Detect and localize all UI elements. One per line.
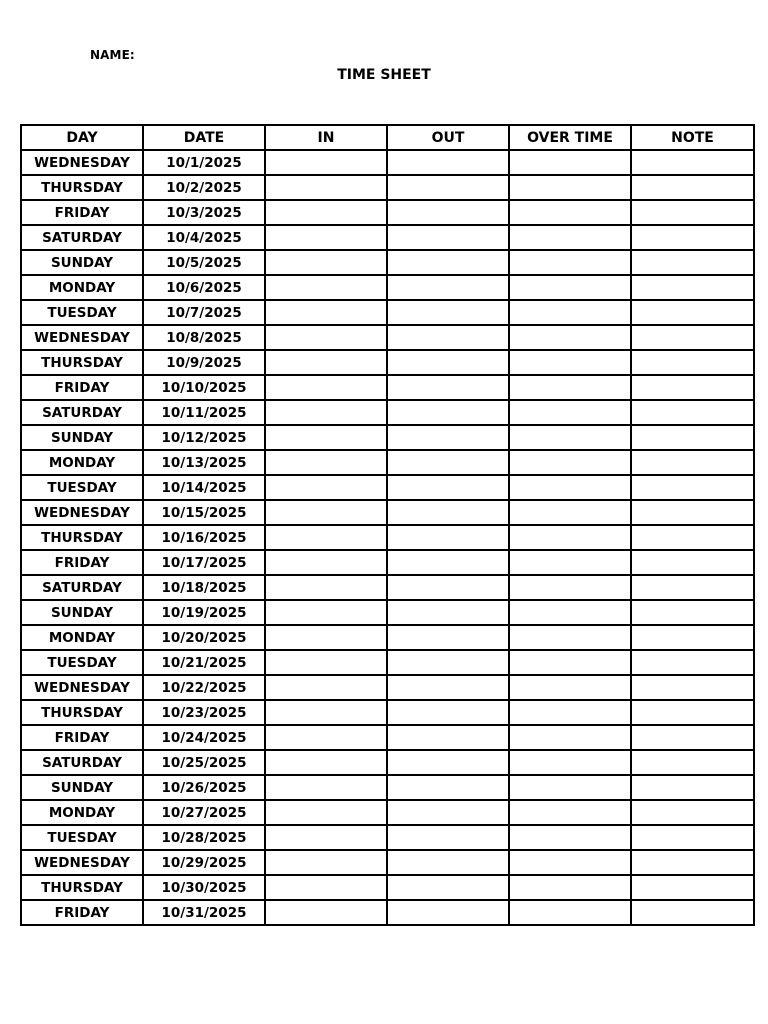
date-cell: 10/1/2025	[143, 150, 265, 175]
table-row	[21, 400, 754, 425]
day-cell: SATURDAY	[21, 225, 143, 250]
time-in-cell[interactable]	[265, 325, 387, 350]
overtime-cell[interactable]	[509, 675, 631, 700]
time-out-cell[interactable]	[387, 650, 509, 675]
note-cell[interactable]	[631, 350, 754, 375]
date-cell: 10/18/2025	[143, 575, 265, 600]
time-out-cell[interactable]	[387, 450, 509, 475]
time-out-cell[interactable]	[387, 875, 509, 900]
day-cell: WEDNESDAY	[21, 850, 143, 875]
overtime-cell[interactable]	[509, 250, 631, 275]
time-in-cell[interactable]	[265, 875, 387, 900]
note-cell[interactable]	[631, 150, 754, 175]
table-row	[21, 900, 754, 925]
note-cell[interactable]	[631, 525, 754, 550]
note-cell[interactable]	[631, 800, 754, 825]
day-cell: THURSDAY	[21, 875, 143, 900]
note-cell[interactable]	[631, 250, 754, 275]
time-out-cell[interactable]	[387, 475, 509, 500]
table-row	[21, 625, 754, 650]
time-out-cell[interactable]	[387, 775, 509, 800]
day-cell: FRIDAY	[21, 550, 143, 575]
time-out-cell[interactable]	[387, 700, 509, 725]
date-cell: 10/29/2025	[143, 850, 265, 875]
table-row	[21, 375, 754, 400]
date-cell: 10/26/2025	[143, 775, 265, 800]
note-cell[interactable]	[631, 675, 754, 700]
date-cell: 10/23/2025	[143, 700, 265, 725]
day-cell: WEDNESDAY	[21, 325, 143, 350]
time-out-cell[interactable]	[387, 850, 509, 875]
column-header-day: DAY	[21, 125, 143, 150]
note-cell[interactable]	[631, 475, 754, 500]
note-cell[interactable]	[631, 875, 754, 900]
note-cell[interactable]	[631, 550, 754, 575]
overtime-cell[interactable]	[509, 525, 631, 550]
table-row	[21, 500, 754, 525]
date-cell: 10/9/2025	[143, 350, 265, 375]
table-row	[21, 550, 754, 575]
table-row	[21, 650, 754, 675]
table-row	[21, 200, 754, 225]
table-row	[21, 350, 754, 375]
time-out-cell[interactable]	[387, 500, 509, 525]
time-in-cell[interactable]	[265, 400, 387, 425]
time-in-cell[interactable]	[265, 475, 387, 500]
table-row	[21, 175, 754, 200]
table-row	[21, 425, 754, 450]
time-in-cell[interactable]	[265, 900, 387, 925]
overtime-cell[interactable]	[509, 625, 631, 650]
day-cell: SUNDAY	[21, 425, 143, 450]
date-cell: 10/20/2025	[143, 625, 265, 650]
time-out-cell[interactable]	[387, 175, 509, 200]
day-cell: THURSDAY	[21, 700, 143, 725]
overtime-cell[interactable]	[509, 200, 631, 225]
page-title: TIME SHEET	[337, 67, 431, 83]
time-in-cell[interactable]	[265, 550, 387, 575]
overtime-cell[interactable]	[509, 775, 631, 800]
table-row	[21, 850, 754, 875]
table-row	[21, 325, 754, 350]
name-label: NAME:	[90, 48, 135, 62]
date-cell: 10/11/2025	[143, 400, 265, 425]
day-cell: MONDAY	[21, 800, 143, 825]
time-out-cell[interactable]	[387, 800, 509, 825]
time-out-cell[interactable]	[387, 825, 509, 850]
column-header-date: DATE	[143, 125, 265, 150]
day-cell: TUESDAY	[21, 300, 143, 325]
note-cell[interactable]	[631, 750, 754, 775]
day-cell: MONDAY	[21, 625, 143, 650]
day-cell: WEDNESDAY	[21, 675, 143, 700]
column-header-in: IN	[265, 125, 387, 150]
time-out-cell[interactable]	[387, 325, 509, 350]
note-cell[interactable]	[631, 325, 754, 350]
time-in-cell[interactable]	[265, 775, 387, 800]
time-out-cell[interactable]	[387, 200, 509, 225]
note-cell[interactable]	[631, 900, 754, 925]
note-cell[interactable]	[631, 400, 754, 425]
day-cell: THURSDAY	[21, 350, 143, 375]
overtime-cell[interactable]	[509, 600, 631, 625]
overtime-cell[interactable]	[509, 500, 631, 525]
note-cell[interactable]	[631, 650, 754, 675]
overtime-cell[interactable]	[509, 875, 631, 900]
day-cell: TUESDAY	[21, 475, 143, 500]
overtime-cell[interactable]	[509, 475, 631, 500]
table-row	[21, 450, 754, 475]
table-row	[21, 800, 754, 825]
day-cell: THURSDAY	[21, 175, 143, 200]
time-in-cell[interactable]	[265, 625, 387, 650]
time-in-cell[interactable]	[265, 800, 387, 825]
note-cell[interactable]	[631, 225, 754, 250]
time-out-cell[interactable]	[387, 725, 509, 750]
overtime-cell[interactable]	[509, 750, 631, 775]
time-sheet-table	[20, 124, 755, 926]
date-cell: 10/14/2025	[143, 475, 265, 500]
table-row	[21, 875, 754, 900]
day-cell: SATURDAY	[21, 575, 143, 600]
table-row	[21, 600, 754, 625]
date-cell: 10/21/2025	[143, 650, 265, 675]
time-in-cell[interactable]	[265, 300, 387, 325]
date-cell: 10/8/2025	[143, 325, 265, 350]
day-cell: WEDNESDAY	[21, 500, 143, 525]
time-in-cell[interactable]	[265, 425, 387, 450]
note-cell[interactable]	[631, 850, 754, 875]
date-cell: 10/28/2025	[143, 825, 265, 850]
time-in-cell[interactable]	[265, 650, 387, 675]
day-cell: SUNDAY	[21, 775, 143, 800]
day-cell: SATURDAY	[21, 750, 143, 775]
time-out-cell[interactable]	[387, 750, 509, 775]
day-cell: MONDAY	[21, 275, 143, 300]
overtime-cell[interactable]	[509, 425, 631, 450]
day-cell: WEDNESDAY	[21, 150, 143, 175]
note-cell[interactable]	[631, 825, 754, 850]
table-row	[21, 150, 754, 175]
time-in-cell[interactable]	[265, 850, 387, 875]
time-in-cell[interactable]	[265, 750, 387, 775]
overtime-cell[interactable]	[509, 450, 631, 475]
column-header-note: NOTE	[631, 125, 754, 150]
day-cell: SATURDAY	[21, 400, 143, 425]
date-cell: 10/24/2025	[143, 725, 265, 750]
time-in-cell[interactable]	[265, 150, 387, 175]
time-out-cell[interactable]	[387, 300, 509, 325]
date-cell: 10/19/2025	[143, 600, 265, 625]
day-cell: MONDAY	[21, 450, 143, 475]
note-cell[interactable]	[631, 575, 754, 600]
note-cell[interactable]	[631, 175, 754, 200]
date-cell: 10/2/2025	[143, 175, 265, 200]
overtime-cell[interactable]	[509, 175, 631, 200]
time-out-cell[interactable]	[387, 350, 509, 375]
note-cell[interactable]	[631, 300, 754, 325]
time-in-cell[interactable]	[265, 275, 387, 300]
table-row	[21, 750, 754, 775]
note-cell[interactable]	[631, 275, 754, 300]
overtime-cell[interactable]	[509, 550, 631, 575]
day-cell: FRIDAY	[21, 900, 143, 925]
date-cell: 10/31/2025	[143, 900, 265, 925]
time-in-cell[interactable]	[265, 450, 387, 475]
time-in-cell[interactable]	[265, 600, 387, 625]
time-out-cell[interactable]	[387, 525, 509, 550]
table-row	[21, 725, 754, 750]
overtime-cell[interactable]	[509, 275, 631, 300]
date-cell: 10/10/2025	[143, 375, 265, 400]
overtime-cell[interactable]	[509, 800, 631, 825]
time-out-cell[interactable]	[387, 250, 509, 275]
time-in-cell[interactable]	[265, 700, 387, 725]
note-cell[interactable]	[631, 450, 754, 475]
date-cell: 10/30/2025	[143, 875, 265, 900]
table-row	[21, 250, 754, 275]
time-out-cell[interactable]	[387, 575, 509, 600]
note-cell[interactable]	[631, 375, 754, 400]
time-out-cell[interactable]	[387, 375, 509, 400]
time-in-cell[interactable]	[265, 500, 387, 525]
time-in-cell[interactable]	[265, 200, 387, 225]
table-row	[21, 575, 754, 600]
day-cell: FRIDAY	[21, 200, 143, 225]
date-cell: 10/25/2025	[143, 750, 265, 775]
note-cell[interactable]	[631, 500, 754, 525]
table-row	[21, 775, 754, 800]
time-in-cell[interactable]	[265, 350, 387, 375]
overtime-cell[interactable]	[509, 375, 631, 400]
overtime-cell[interactable]	[509, 575, 631, 600]
day-cell: FRIDAY	[21, 725, 143, 750]
date-cell: 10/16/2025	[143, 525, 265, 550]
date-cell: 10/22/2025	[143, 675, 265, 700]
overtime-cell[interactable]	[509, 850, 631, 875]
day-cell: SUNDAY	[21, 250, 143, 275]
time-out-cell[interactable]	[387, 625, 509, 650]
time-in-cell[interactable]	[265, 525, 387, 550]
table-row	[21, 275, 754, 300]
date-cell: 10/4/2025	[143, 225, 265, 250]
column-header-overtime: OVER TIME	[509, 125, 631, 150]
time-out-cell[interactable]	[387, 400, 509, 425]
date-cell: 10/5/2025	[143, 250, 265, 275]
table-row	[21, 675, 754, 700]
table-row	[21, 300, 754, 325]
time-in-cell[interactable]	[265, 575, 387, 600]
overtime-cell[interactable]	[509, 650, 631, 675]
time-in-cell[interactable]	[265, 375, 387, 400]
time-in-cell[interactable]	[265, 175, 387, 200]
date-cell: 10/13/2025	[143, 450, 265, 475]
table-row	[21, 700, 754, 725]
note-cell[interactable]	[631, 775, 754, 800]
date-cell: 10/6/2025	[143, 275, 265, 300]
note-cell[interactable]	[631, 425, 754, 450]
date-cell: 10/15/2025	[143, 500, 265, 525]
column-header-out: OUT	[387, 125, 509, 150]
date-cell: 10/17/2025	[143, 550, 265, 575]
overtime-cell[interactable]	[509, 300, 631, 325]
date-cell: 10/3/2025	[143, 200, 265, 225]
time-in-cell[interactable]	[265, 725, 387, 750]
time-out-cell[interactable]	[387, 150, 509, 175]
time-in-cell[interactable]	[265, 250, 387, 275]
note-cell[interactable]	[631, 625, 754, 650]
overtime-cell[interactable]	[509, 900, 631, 925]
overtime-cell[interactable]	[509, 700, 631, 725]
time-out-cell[interactable]	[387, 225, 509, 250]
note-cell[interactable]	[631, 200, 754, 225]
day-cell: FRIDAY	[21, 375, 143, 400]
overtime-cell[interactable]	[509, 325, 631, 350]
note-cell[interactable]	[631, 700, 754, 725]
time-in-cell[interactable]	[265, 825, 387, 850]
time-out-cell[interactable]	[387, 900, 509, 925]
day-cell: TUESDAY	[21, 825, 143, 850]
table-row	[21, 475, 754, 500]
time-out-cell[interactable]	[387, 600, 509, 625]
table-row	[21, 225, 754, 250]
time-out-cell[interactable]	[387, 675, 509, 700]
day-cell: TUESDAY	[21, 650, 143, 675]
table-row	[21, 825, 754, 850]
day-cell: SUNDAY	[21, 600, 143, 625]
table-row	[21, 525, 754, 550]
note-cell[interactable]	[631, 600, 754, 625]
date-cell: 10/12/2025	[143, 425, 265, 450]
date-cell: 10/7/2025	[143, 300, 265, 325]
time-in-cell[interactable]	[265, 225, 387, 250]
overtime-cell[interactable]	[509, 350, 631, 375]
time-out-cell[interactable]	[387, 550, 509, 575]
table-header-row	[21, 125, 754, 150]
time-out-cell[interactable]	[387, 425, 509, 450]
day-cell: THURSDAY	[21, 525, 143, 550]
time-out-cell[interactable]	[387, 275, 509, 300]
overtime-cell[interactable]	[509, 825, 631, 850]
overtime-cell[interactable]	[509, 400, 631, 425]
overtime-cell[interactable]	[509, 150, 631, 175]
date-cell: 10/27/2025	[143, 800, 265, 825]
overtime-cell[interactable]	[509, 725, 631, 750]
overtime-cell[interactable]	[509, 225, 631, 250]
time-in-cell[interactable]	[265, 675, 387, 700]
table-body	[21, 150, 754, 925]
note-cell[interactable]	[631, 725, 754, 750]
